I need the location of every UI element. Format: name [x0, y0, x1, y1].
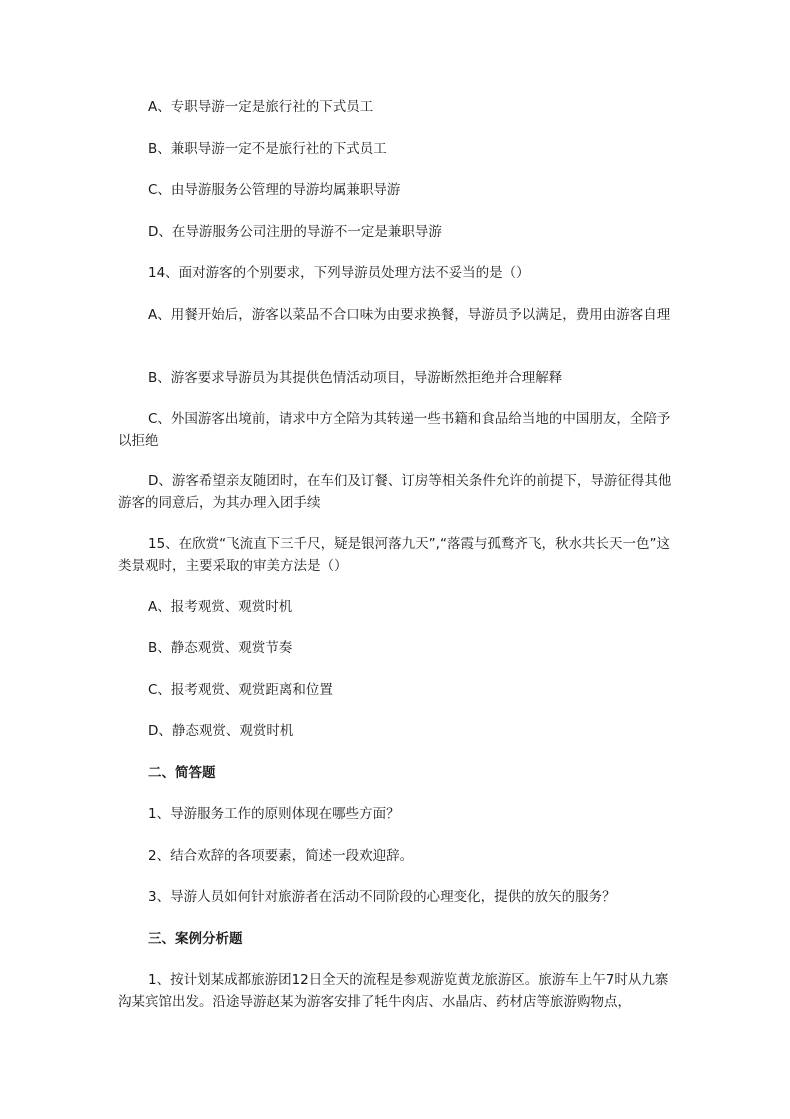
question-15: 15、在欣赏“飞流直下三千尺，疑是银河落九天”,“落霞与孤鹜齐飞，秋水共长天一色”这类景观时，主要采取的审美方法是（） — [118, 536, 670, 574]
option-14-c: C、外国游客出境前，请求中方全陪为其转递一些书籍和食品给当地的中国朋友，全陪予以拒绝 — [118, 411, 671, 449]
option-13-b: B、兼职导游一定不是旅行社的下式员工 — [148, 141, 387, 157]
option-15-d: D、静态观赏、观赏时机 — [148, 723, 294, 739]
option-14-a: A、用餐开始后，游客以菜品不合口味为由要求换餐，导游员予以满足，费用由游客自理 — [148, 307, 671, 323]
option-13-d: D、在导游服务公司注册的导游不一定是兼职导游 — [148, 224, 442, 240]
option-13-c: C、由导游服务公管理的导游均属兼职导游 — [148, 182, 401, 198]
short-answer-q1: 1、导游服务工作的原则体现在哪些方面？ — [148, 806, 400, 822]
option-15-c: C、报考观赏、观赏距离和位置 — [148, 682, 333, 698]
section-heading-case-analysis: 三、案例分析题 — [148, 931, 243, 947]
option-15-b: B、静态观赏、观赏节奏 — [148, 640, 293, 656]
option-15-a: A、报考观赏、观赏时机 — [148, 599, 293, 615]
question-14: 14、面对游客的个别要求，下列导游员处理方法不妥当的是（） — [148, 265, 530, 281]
option-14-b: B、游客要求导游员为其提供色情活动项目，导游断然拒绝并合理解释 — [148, 370, 563, 386]
option-14-d: D、游客希望亲友随团时，在车们及订餐、订房等相关条件允许的前提下，导游征得其他游客的同意后，为其办理入团手续 — [118, 473, 672, 511]
option-13-a: A、专职导游一定是旅行社的下式员工 — [148, 99, 374, 115]
case-analysis-q1: 1、按计划某成都旅游团12日全天的流程是参观游览黄龙旅游区。旅游车上午7时从九寨沟某宾馆出发。沿途导游赵某为游客安排了牦牛肉店、水晶店、药材店等旅游购物点， — [118, 972, 669, 1010]
section-heading-short-answer: 二、简答题 — [148, 765, 216, 781]
short-answer-q3: 3、导游人员如何针对旅游者在活动不同阶段的心理变化，提供的放矢的服务？ — [148, 889, 616, 905]
short-answer-q2: 2、结合欢辞的各项要素，简述一段欢迎辞。 — [148, 848, 414, 864]
